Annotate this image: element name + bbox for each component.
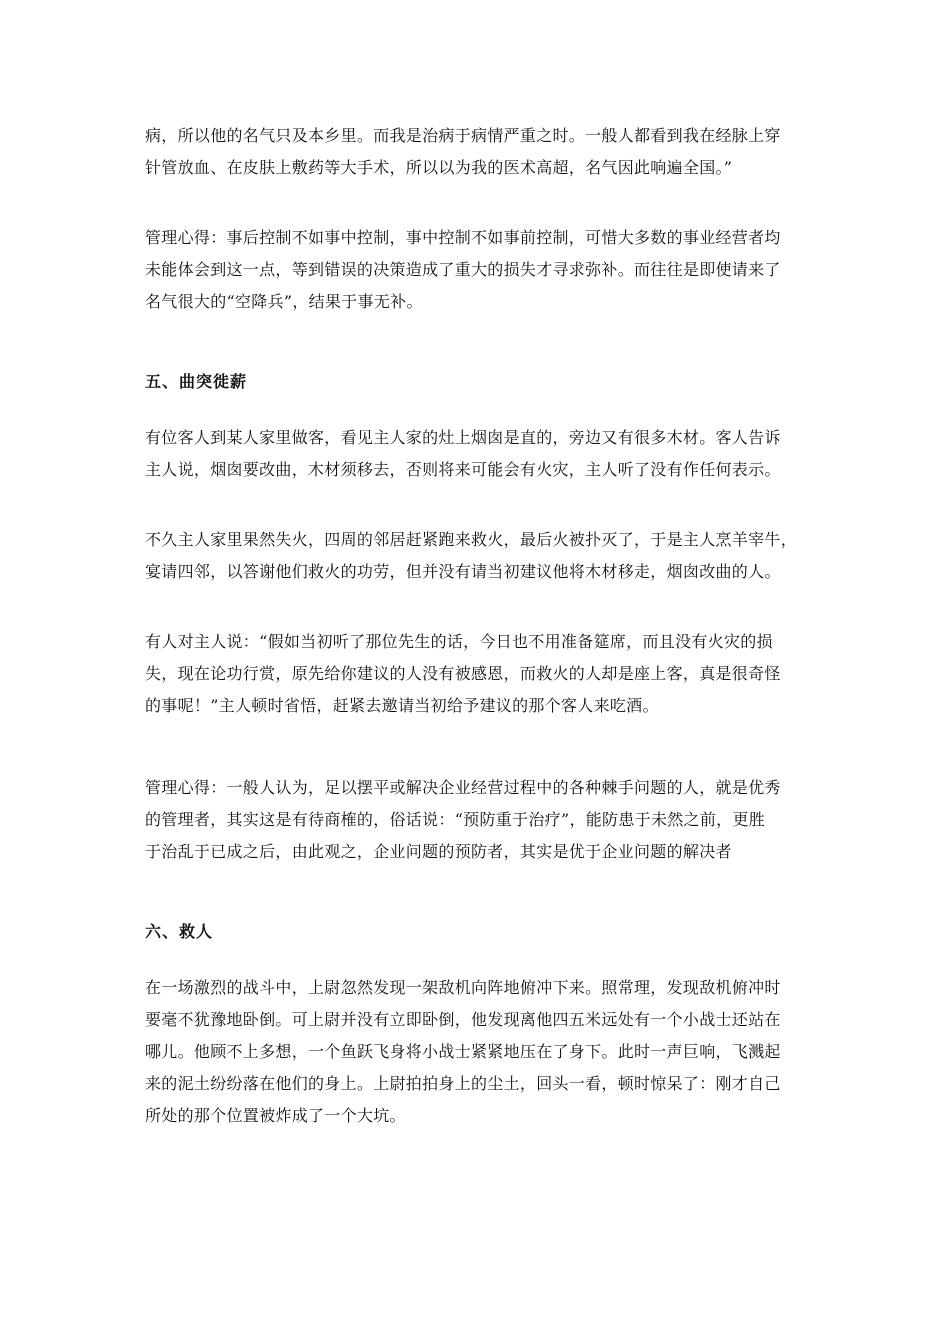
text-line: 主人说，烟囱要改曲，木材须移去，否则将来可能会有火灾，主人听了没有作任何表示。 (145, 460, 781, 479)
text-line: 宴请四邻，以答谢他们救火的功劳，但并没有请当初建议他将木材移走，烟囱改曲的人。 (145, 562, 781, 581)
text-line: 哪儿。他顾不上多想，一个鱼跃飞身将小战士紧紧地压在了身下。此时一声巨响，飞溅起 (145, 1042, 781, 1061)
text-line: 未能体会到这一点，等到错误的决策造成了重大的损失才寻求弥补。而往往是即使请来了 (145, 260, 781, 279)
paragraph-story-rescue (145, 972, 810, 1132)
text-line: 管理心得：一般人认为，足以摆平或解决企业经营过程中的各种棘手问题的人，就是优秀 (145, 778, 781, 797)
section-heading-6: 六、救人 (145, 922, 214, 941)
paragraph-bianque-ending (145, 120, 810, 184)
text-line: 病，所以他的名气只及本乡里。而我是治病于病情严重之时。一般人都看到我在经脉上穿 (145, 126, 781, 145)
text-line: 所处的那个位置被炸成了一个大坑。 (145, 1106, 406, 1125)
text-line: 要毫不犹豫地卧倒。可上尉并没有立即卧倒，他发现离他四五米远处有一个小战士还站在 (145, 1010, 781, 1029)
paragraph-management-insight-1 (145, 222, 810, 318)
text-line: 针管放血、在皮肤上敷药等大手术，所以以为我的医术高超，名气因此响遍全国。” (145, 158, 733, 177)
text-line: 于治乱于已成之后，由此观之，企业问题的预防者，其实是优于企业问题的解决者 (145, 842, 732, 861)
section-heading-5: 五、曲突徙薪 (145, 372, 248, 391)
paragraph-story-chimney (145, 422, 810, 486)
text-line: 不久主人家里果然失火，四周的邻居赶紧跑来救火，最后火被扑灭了，于是主人烹羊宰牛， (145, 530, 798, 549)
paragraph-story-advice (145, 626, 810, 722)
text-line: 在一场激烈的战斗中，上尉忽然发现一架敌机向阵地俯冲下来。照常理，发现敌机俯冲时 (145, 978, 781, 997)
text-line: 有人对主人说：“假如当初听了那位先生的话，今日也不用准备筵席，而且没有火灾的损 (145, 632, 773, 651)
text-line: 的管理者，其实这是有待商榷的，俗话说：“预防重于治疗”，能防患于未然之前，更胜 (145, 810, 766, 829)
text-line: 名气很大的“空降兵”，结果于事无补。 (145, 292, 423, 311)
paragraph-story-fire (145, 524, 810, 588)
text-line: 失，现在论功行赏，原先给你建议的人没有被感恩，而救火的人却是座上客，真是很奇怪 (145, 664, 781, 683)
text-line: 的事呢！”主人顿时省悟，赶紧去邀请当初给予建议的那个客人来吃酒。 (145, 696, 659, 715)
text-line: 来的泥土纷纷落在他们的身上。上尉拍拍身上的尘土，回头一看，顿时惊呆了：刚才自己 (145, 1074, 781, 1093)
text-line: 有位客人到某人家里做客，看见主人家的灶上烟囱是直的，旁边又有很多木材。客人告诉 (145, 428, 781, 447)
paragraph-management-insight-2 (145, 772, 810, 868)
text-line: 管理心得：事后控制不如事中控制，事中控制不如事前控制，可惜大多数的事业经营者均 (145, 228, 781, 247)
